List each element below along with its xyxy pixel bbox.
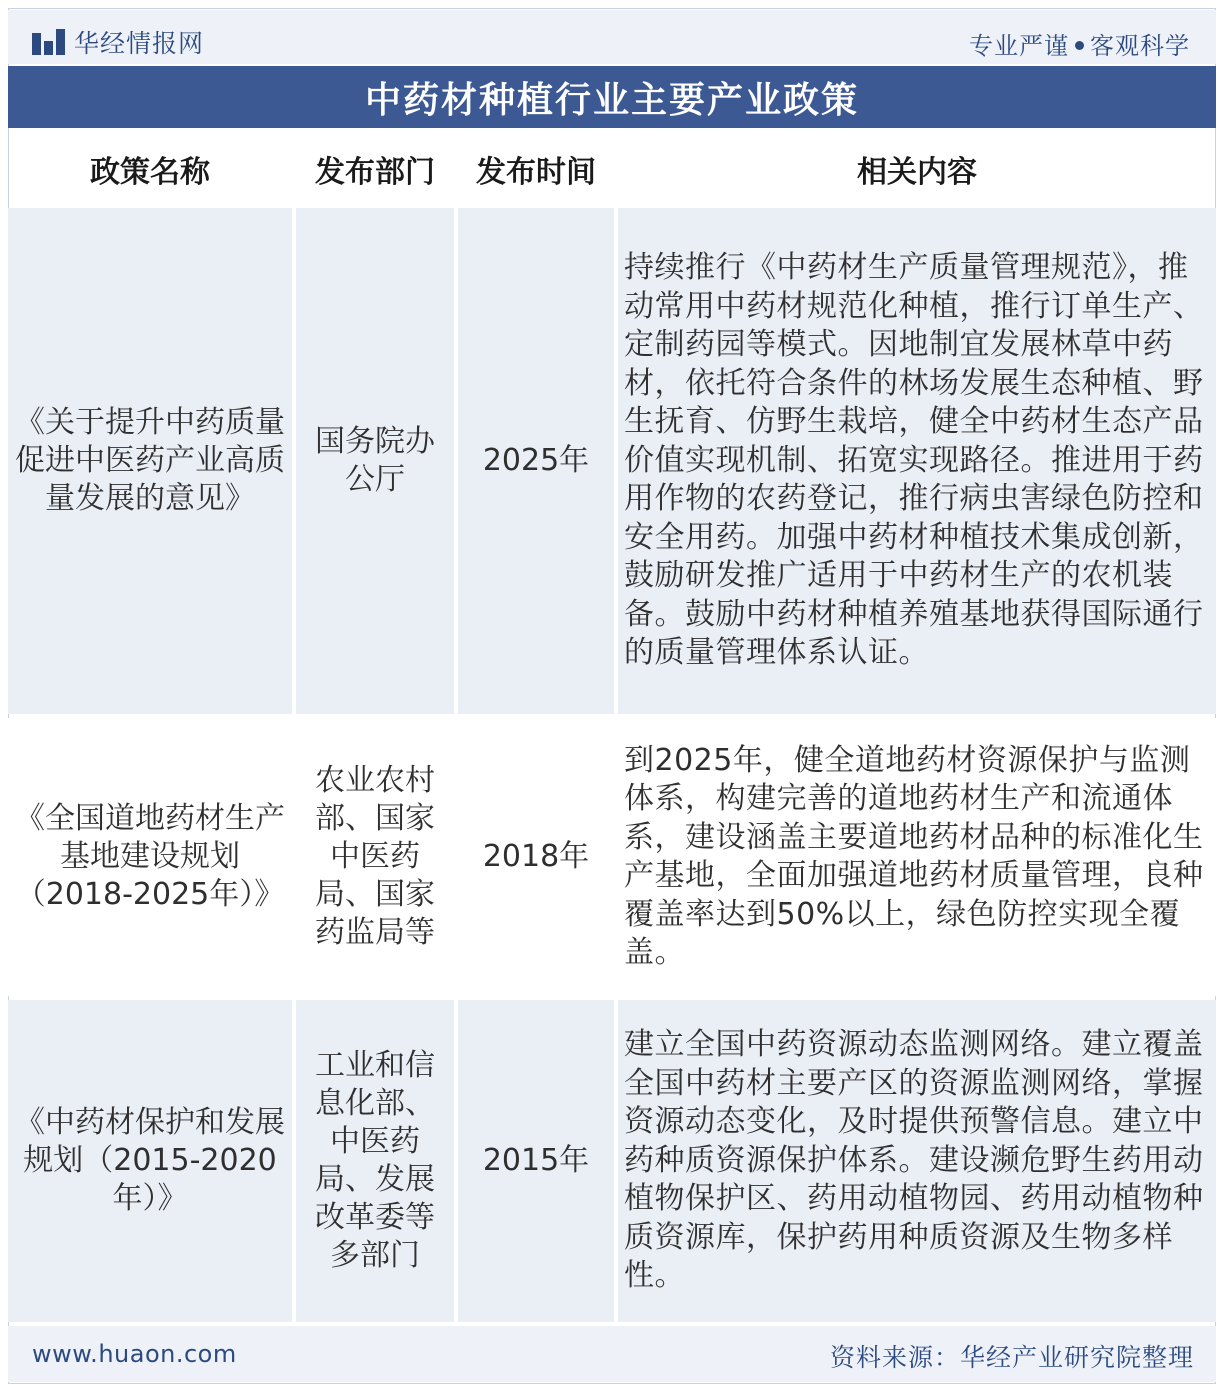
table-row xyxy=(8,718,1216,996)
brand-name: 华经情报网 xyxy=(74,29,205,58)
table-row xyxy=(8,208,1216,714)
column-header-department: 发布部门 xyxy=(315,155,435,190)
top-bar xyxy=(8,10,1216,64)
table-header xyxy=(8,134,1216,204)
policy-name: 《中药材保护和发展规划（2015-2020年）》 xyxy=(8,1000,292,1322)
page-title: 中药材种植行业主要产业政策 xyxy=(364,78,859,121)
policy-department: 国务院办公厅 xyxy=(296,208,454,714)
policy-name: 《全国道地药材生产基地建设规划（2018-2025年）》 xyxy=(8,718,292,996)
policy-content: 到2025年，健全道地药材资源保护与监测体系，构建完善的道地药材生产和流通体系，建设涵盖主要道地药材品种的标准化生产基地，全面加强道地药材质量管理，良种覆盖率达到50%以上，绿色防控实现全覆盖。 xyxy=(618,718,1216,996)
policy-content: 建立全国中药资源动态监测网络。建立覆盖全国中药材主要产区的资源监测网络，掌握资源动态变化，及时提供预警信息。建立中药种质资源保护体系。建设濒危野生药用动植物保护区、药用动植物园、药用动植物种质资源库，保护药用种质资源及生物多样性。 xyxy=(618,1000,1216,1322)
bar-chart-icon xyxy=(32,29,66,55)
title-band xyxy=(8,66,1216,128)
slogan-right: 客观科学 xyxy=(1090,32,1190,60)
footer-bar xyxy=(8,1326,1216,1382)
column-header-name: 政策名称 xyxy=(90,155,210,190)
table-row xyxy=(8,1000,1216,1322)
policy-name: 《关于提升中药质量促进中医药产业高质量发展的意见》 xyxy=(8,208,292,714)
policy-date: 2025年 xyxy=(458,208,614,714)
policy-date: 2018年 xyxy=(458,718,614,996)
policy-date: 2015年 xyxy=(458,1000,614,1322)
slogan-left: 专业严谨 xyxy=(969,32,1069,60)
policy-department: 农业农村部、国家中医药局、国家药监局等 xyxy=(296,718,454,996)
website-link[interactable]: www.huaon.com xyxy=(32,1340,237,1368)
policy-department: 工业和信息化部、中医药局、发展改革委等多部门 xyxy=(296,1000,454,1322)
data-source: 资料来源：华经产业研究院整理 xyxy=(829,1343,1194,1372)
dot-separator-icon xyxy=(1075,41,1084,50)
slogan xyxy=(969,26,1190,61)
policy-content: 持续推行《中药材生产质量管理规范》，推动常用中药材规范化种植，推行订单生产、定制药园等模式。因地制宜发展林草中药材，依托符合条件的林场发展生态种植、野生抚育、仿野生栽培，健全中药材生态产品价值实现机制、拓宽实现路径。推进用于药用作物的农药登记，推行病虫害绿色防控和安全用药。加强中药材种植技术集成创新，鼓励研发推广适用于中药材生产的农机装备。鼓励中药材种植养殖基地获得国际通行的质量管理体系认证。 xyxy=(618,208,1216,714)
column-header-content: 相关内容 xyxy=(857,155,977,190)
column-header-date: 发布时间 xyxy=(476,155,596,190)
brand-logo[interactable] xyxy=(32,24,204,60)
